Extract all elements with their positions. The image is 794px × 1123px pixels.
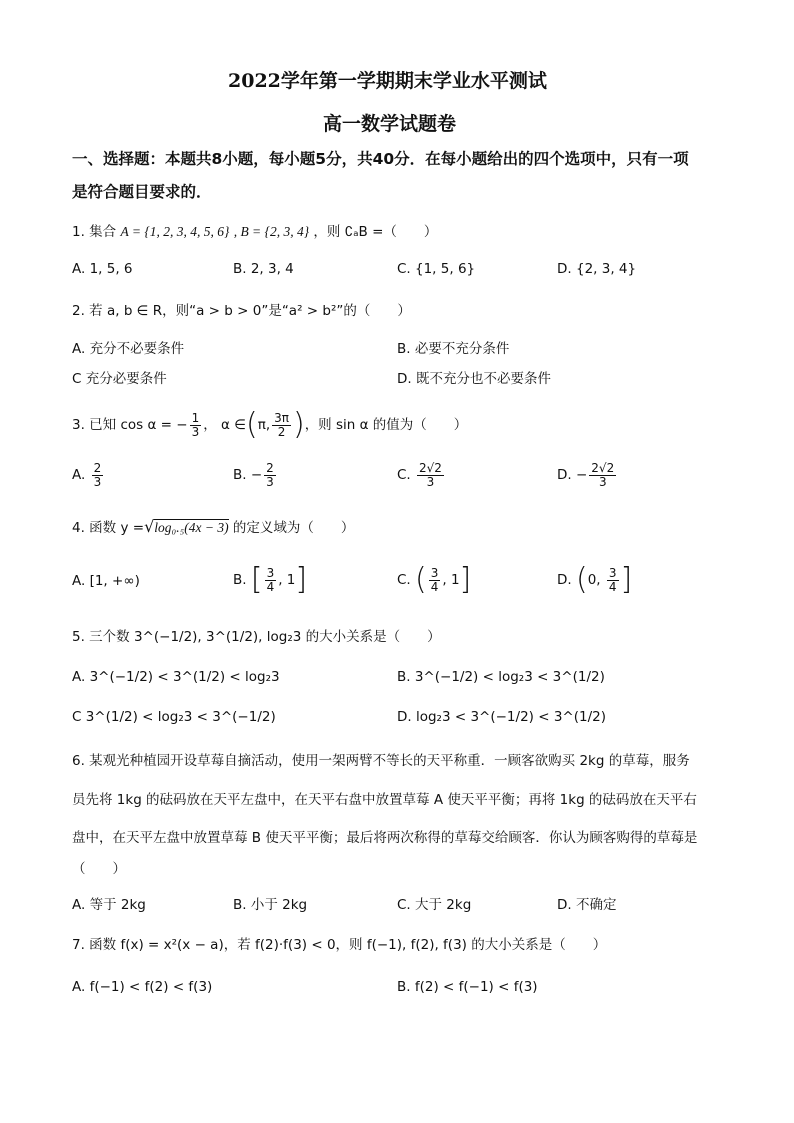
question-1-stem bbox=[72, 223, 437, 241]
sqrt-icon: √ bbox=[144, 517, 155, 536]
question-5-stem: 5. 三个数 3^(−1/2), 3^(1/2), log₂3 的大小关系是（ ） bbox=[72, 629, 441, 645]
q3-interval-start: π, bbox=[257, 417, 271, 433]
q7-option-b: B. f(2) < f(−1) < f(3) bbox=[397, 979, 538, 995]
q2-option-d: D. 既不充分也不必要条件 bbox=[397, 371, 551, 387]
page-subtitle: 高一数学试题卷 bbox=[323, 113, 457, 135]
section-instructions-line2: 是符合题目要求的． bbox=[72, 183, 212, 201]
q1-tail: ，则 ∁ₐB =（ ） bbox=[313, 224, 438, 240]
q4-option-c: C. ( $\frac{3}{4}$ , 1] bbox=[397, 562, 472, 597]
q5-option-d: D. log₂3 < 3^(−1/2) < 3^(1/2) bbox=[397, 709, 606, 725]
q7-option-a: A. f(−1) < f(2) < f(3) bbox=[72, 979, 213, 995]
q1-option-a: A. 1, 5, 6 bbox=[72, 261, 133, 277]
q2-option-c: C 充分必要条件 bbox=[72, 371, 167, 387]
question-3-stem bbox=[72, 407, 468, 442]
q1-option-c: C. {1, 5, 6} bbox=[397, 261, 476, 277]
q1-option-b: B. 2, 3, 4 bbox=[233, 261, 294, 277]
q5-option-c: C 3^(1/2) < log₂3 < 3^(−1/2) bbox=[72, 709, 276, 725]
q1-number: 1. 集合 bbox=[72, 224, 117, 240]
question-7-stem: 7. 函数 f(x) = x²(x − a)，若 f(2)·f(3) < 0，则 f(−1), f(2), f(3) 的大小关系是（ ） bbox=[72, 937, 607, 953]
q4-radicand: log₀.₅(4x − 3) bbox=[154, 520, 229, 535]
q3-option-c: C. $\frac{2√2}{3}$ bbox=[397, 460, 442, 489]
question-4-stem bbox=[72, 518, 354, 537]
q3-open-paren: ( bbox=[245, 407, 258, 442]
q4-post: 的定义域为（ ） bbox=[228, 520, 355, 536]
q1-option-d: D. {2, 3, 4} bbox=[557, 261, 637, 277]
q6-option-d: D. 不确定 bbox=[557, 897, 617, 913]
q2-option-a: A. 充分不必要条件 bbox=[72, 341, 185, 357]
q4-option-d: D. (0, $\frac{3}{4}$ ] bbox=[557, 562, 633, 597]
q4-option-a: A. [1, +∞) bbox=[72, 573, 140, 589]
question-6-line4: （ ） bbox=[72, 861, 126, 877]
q3-mid: ， α ∈ bbox=[203, 417, 246, 433]
q3-option-b: B. − $\frac{2}{3}$ bbox=[233, 460, 274, 489]
q5-option-b: B. 3^(−1/2) < log₂3 < 3^(1/2) bbox=[397, 669, 605, 685]
q1-set-b: , B = {2, 3, 4} bbox=[233, 224, 310, 239]
q2-option-b: B. 必要不充分条件 bbox=[397, 341, 510, 357]
q6-option-a: A. 等于 2kg bbox=[72, 897, 146, 913]
question-6-line3: 盘中，在天平左盘中放置草莓 B 使天平平衡；最后将两次称得的草莓交给顾客．你认为顾客购得的草莓是 bbox=[72, 830, 698, 846]
section-instructions-line1: 一、选择题：本题共8小题，每小题5分，共40分．在每小题给出的四个选项中，只有一项 bbox=[72, 150, 689, 168]
q1-set-a: A = {1, 2, 3, 4, 5, 6} bbox=[120, 224, 230, 239]
question-6-line2: 员先将 1kg 的砝码放在天平左盘中，在天平右盘中放置草莓 A 使天平平衡；再将 1kg 的砝码放在天平右 bbox=[72, 792, 697, 808]
page-title: 2022学年第一学期期末学业水平测试 bbox=[228, 70, 547, 92]
q6-option-c: C. 大于 2kg bbox=[397, 897, 472, 913]
q3-option-a: A. $\frac{2}{3}$ bbox=[72, 460, 102, 489]
q3-interval-fraction: $\frac{3\pi}{2}$ bbox=[274, 410, 289, 439]
q3-option-d: D. − $\frac{2√2}{3}$ bbox=[557, 460, 615, 489]
question-6-line1: 6. 某观光种植园开设草莓自摘活动，使用一架两臂不等长的天平称重．一顾客欲购买 2kg 的草莓，服务 bbox=[72, 753, 690, 769]
q3-pre: 3. 已知 cos α = − bbox=[72, 417, 188, 433]
q3-post: ，则 sin α 的值为（ ） bbox=[304, 417, 468, 433]
q6-option-b: B. 小于 2kg bbox=[233, 897, 308, 913]
q5-option-a: A. 3^(−1/2) < 3^(1/2) < log₂3 bbox=[72, 669, 280, 685]
q4-option-b: B. [ $\frac{3}{4}$ , 1] bbox=[233, 562, 308, 597]
q3-close-paren: ) bbox=[292, 407, 305, 442]
question-2-stem: 2. 若 a, b ∈ R，则“a > b > 0”是“a² > b²”的（ ） bbox=[72, 303, 411, 319]
q4-pre: 4. 函数 y = bbox=[72, 520, 145, 536]
q3-cos-fraction: $\frac{1}{3}$ bbox=[191, 410, 200, 439]
